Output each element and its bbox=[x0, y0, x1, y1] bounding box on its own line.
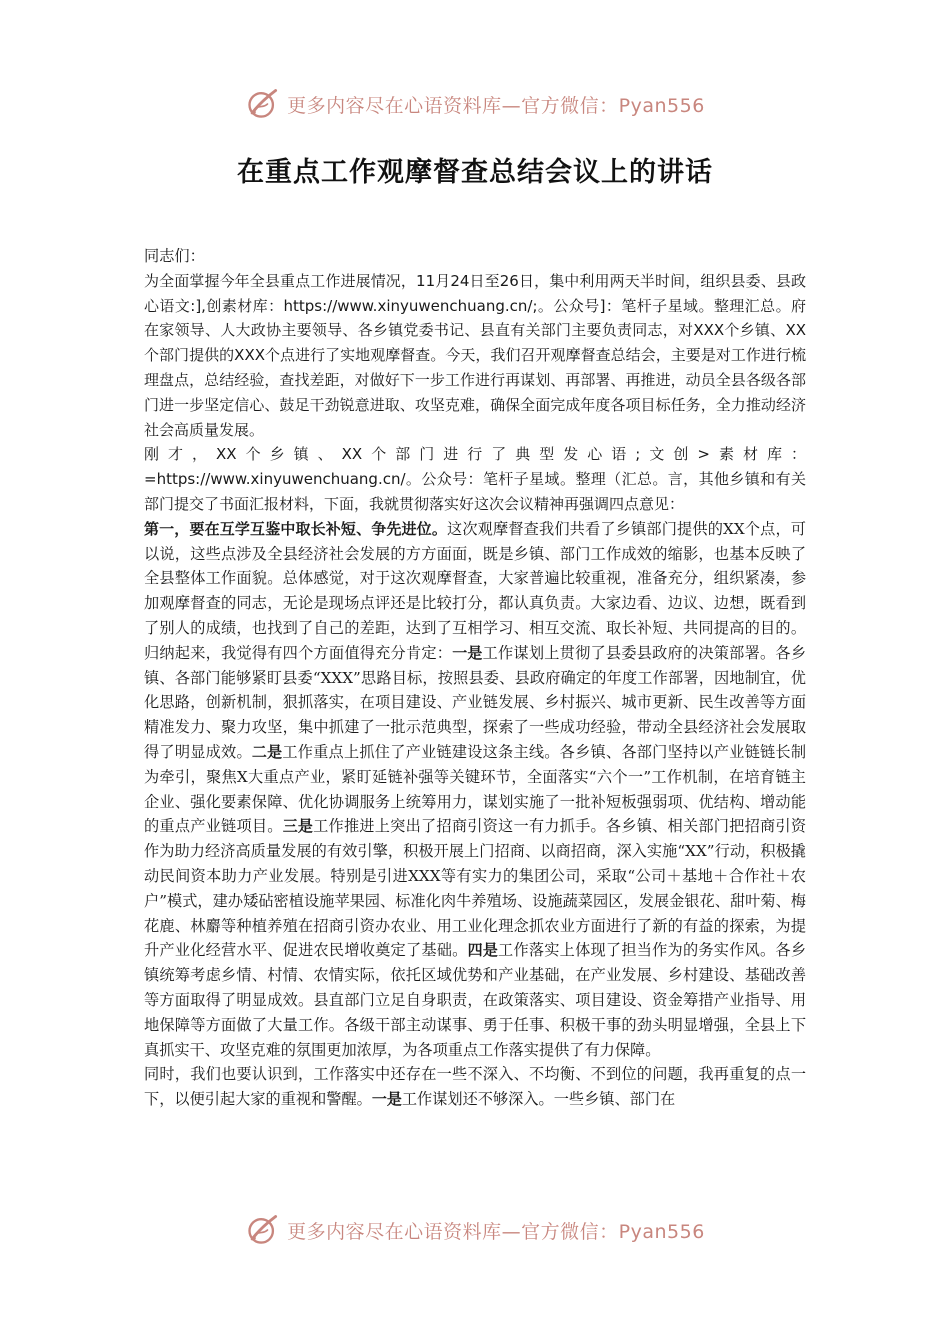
point-one-text-e: 工作落实上体现了担当作为的务实作风。各乡镇统筹考虑乡情、村情、农情实际，依托区域优势和产业基础，在产业发展、乡村建设、基础改善等方面取得了明显成效。县直部门立足自身职责，在政策落实、项目建设、资金筹措产业指导、用地保障等方面做了大量工作。各级干部主动谋事、勇于任事、积极干事的劲头明显增强，全县上下真抓实干、攻坚克难的氛围更加浓厚，为各项重点工作落实提供了有力保障。 bbox=[144, 941, 807, 1059]
closing-text-a: 同时，我们也要认识到，工作落实中还存在一些不深入、不均衡、不到位的问题，我再重复的点一下，以便引起大家的重视和警醒。 bbox=[144, 1065, 806, 1109]
header-banner bbox=[0, 84, 950, 124]
lead-closing-first: 一是 bbox=[371, 1090, 402, 1109]
closing-paragraph bbox=[144, 1062, 806, 1112]
header-banner-text: 更多内容尽在心语资料库—官方微信：Pyan556 bbox=[287, 94, 705, 117]
intro-paragraph-2: 刚才，XX个乡镇、XX个部门进行了典型发心语;文创>素材库：=https://www.xinyuwenchuang.cn/。公众号：笔杆子星域。整理（汇总。言，其他乡镇和有关部门提交了书面汇报材料，下面，我就贯彻落实好这次会议精神再强调四点意见： bbox=[144, 445, 806, 513]
lead-fourth: 四是 bbox=[467, 941, 499, 960]
point-one-text-a: 这次观摩督查我们共看了乡镇部门提供的XX个点，可以说，这些点涉及全县经济社会发展的方方面面，既是乡镇、部门工作成效的缩影，也基本反映了全县整体工作面貌。总体感觉，对于这次观摩督查，大家普遍比较重视，准备充分，组织紧凑，参加观摩督查的同志，无论是现场点评还是比较打分，都认真负责。大家边看、边议、边想，既看到了别人的成绩，也找到了自己的差距，达到了互相学习、相互交流、取长补短、共同提高的目的。归纳起来，我觉得有四个方面值得充分肯定： bbox=[144, 519, 806, 662]
lead-third: 三是 bbox=[282, 817, 314, 836]
lead-first: 一是 bbox=[452, 643, 483, 662]
point-one-text-d: 工作推进上突出了招商引资这一有力抓手。各乡镇、相关部门把招商引资作为助力经济高质量发展的有效引擎，积极开展上门招商、以商招商，深入实施“XX”行动，积极撬动民间资本助力产业发展。特别是引进XXX等有实力的集团公司，采取“公司＋基地＋合作社＋农户”模式，建办矮砧密植设施苹果园、标准化肉牛养殖场、设施蔬菜园区，发展金银花、甜叶菊、梅花鹿、林麝等种植养殖在招商引资办农业、用工业化理念抓农业方面进行了新的有益的探索，为提升产业化经营水平、促进农民增收奠定了基础。 bbox=[144, 817, 807, 960]
document-body bbox=[144, 244, 806, 1112]
salutation: 同志们： bbox=[144, 247, 205, 265]
footer-banner bbox=[0, 1210, 950, 1250]
intro-paragraph-1: 为全面掌握今年全县重点工作进展情况，11月24日至26日，集中利用两天半时间，组织县委、县政心语文:],创素材库：https://www.xinyuwenchuang.cn/;。公众号]：笔杆子星域。整理汇总。府在家领导、人大政协主要领导、各乡镇党委书记、县直有关部门主要负责同志，对XXX个乡镇、XX个部门提供的XXX个点进行了实地观摩督查。今天，我们召开观摩督查总结会，主要是对工作进行梳理盘点，总结经验，查找差距，对做好下一步工作进行再谋划、再部署、再推进，动员全县各级各部门进一步坚定信心、鼓足干劲锐意进取、攻坚克难，确保全面完成年度各项目标任务，全力推动经济社会高质量发展。 bbox=[144, 271, 806, 439]
brush-logo-icon bbox=[245, 1212, 281, 1248]
point-one-paragraph bbox=[144, 517, 806, 1063]
point-one-heading: 第一，要在互学互鉴中取长补短、争先进位。 bbox=[144, 519, 447, 538]
footer-banner-text: 更多内容尽在心语资料库—官方微信：Pyan556 bbox=[287, 1220, 705, 1243]
lead-second: 二是 bbox=[251, 742, 283, 761]
document-title: 在重点工作观摩督查总结会议上的讲话 bbox=[237, 157, 713, 188]
closing-text-b: 工作谋划还不够深入。一些乡镇、部门在 bbox=[401, 1090, 676, 1109]
brush-logo-icon bbox=[245, 86, 281, 122]
point-one-text-b: 工作谋划上贯彻了县委县政府的决策部署。各乡镇、各部门能够紧盯县委“XXX”思路目标，按照县委、县政府确定的年度工作部署，因地制宜，优化思路，创新机制，狠抓落实，在项目建设、产业链发展、乡村振兴、城市更新、民生改善等方面精准发力、聚力攻坚，集中抓建了一批示范典型，探索了一些成功经验，带动全县经济社会发展取得了明显成效。 bbox=[144, 643, 807, 761]
point-one-text-c: 工作重点上抓住了产业链建设这条主线。各乡镇、各部门坚持以产业链链长制为牵引，聚焦X大重点产业，紧盯延链补强等关键环节，全面落实“六个一”工作机制，在培育链主企业、强化要素保障、优化协调服务上统筹用力，谋划实施了一批补短板强弱项、优结构、增动能的重点产业链项目。 bbox=[144, 742, 807, 836]
